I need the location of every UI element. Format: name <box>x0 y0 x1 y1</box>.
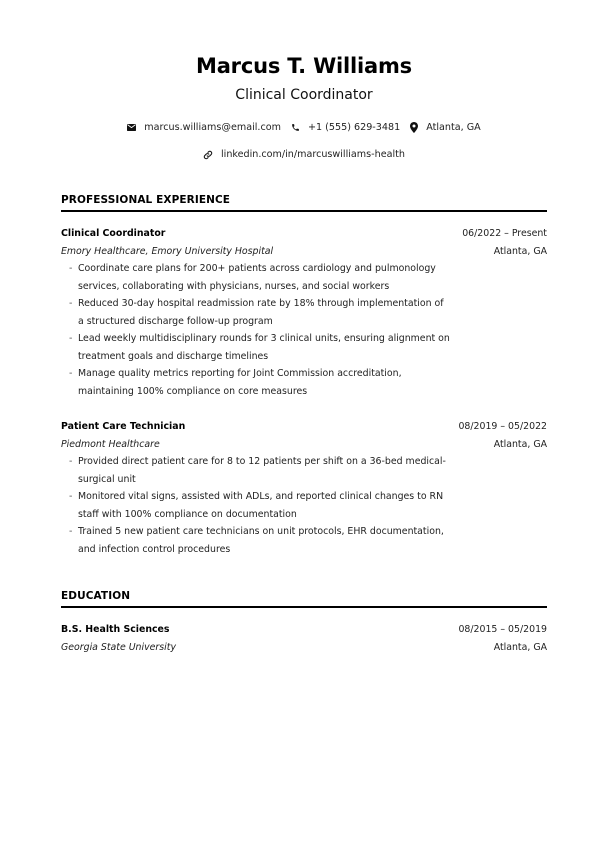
school: Georgia State University <box>61 641 176 653</box>
bullet-item: - Trained 5 new patient care technicians on unit protocols, EHR documentation, and infection control procedures <box>61 523 451 558</box>
education-entry <box>61 620 547 656</box>
phone-icon <box>291 123 300 132</box>
education-dates: 08/2015 – 05/2019 <box>458 623 547 635</box>
envelope-icon <box>127 124 136 131</box>
experience-entry <box>61 224 547 400</box>
section-divider <box>61 210 547 212</box>
bullet-item: - Monitored vital signs, assisted with ADLs, and reported clinical changes to RN staff with 100% compliance on documentation <box>61 488 451 523</box>
map-pin-icon <box>410 122 418 133</box>
bullet-item: - Lead weekly multidisciplinary rounds for 3 clinical units, ensuring alignment on treatment goals and discharge timelines <box>61 330 451 365</box>
employer: Piedmont Healthcare <box>61 438 160 450</box>
bullet-item: - Reduced 30-day hospital readmission rate by 18% through implementation of a structured discharge follow-up program <box>61 295 451 330</box>
link-icon <box>203 150 213 160</box>
job-bullets <box>61 453 547 558</box>
job-dates: 06/2022 – Present <box>462 227 547 239</box>
email-text: marcus.williams@email.com <box>144 122 281 133</box>
degree: B.S. Health Sciences <box>61 623 170 635</box>
candidate-title: Clinical Coordinator <box>235 87 373 103</box>
job-title: Clinical Coordinator <box>61 227 166 239</box>
candidate-name: Marcus T. Williams <box>196 54 412 78</box>
job-dates: 08/2019 – 05/2022 <box>458 420 547 432</box>
linkedin-text: linkedin.com/in/marcuswilliams-health <box>221 149 405 160</box>
section-title-education: EDUCATION <box>61 590 131 602</box>
contact-linkedin[interactable] <box>203 149 405 160</box>
job-location: Atlanta, GA <box>493 438 547 450</box>
section-title-experience: PROFESSIONAL EXPERIENCE <box>61 194 231 206</box>
job-location: Atlanta, GA <box>493 245 547 257</box>
contact-phone[interactable] <box>291 122 400 133</box>
phone-text: +1 (555) 629-3481 <box>307 122 401 133</box>
location-text: Atlanta, GA <box>426 122 481 133</box>
contact-email[interactable] <box>127 122 281 133</box>
employer: Emory Healthcare, Emory University Hospital <box>61 245 274 257</box>
education-location: Atlanta, GA <box>493 641 547 653</box>
experience-entry <box>61 417 547 558</box>
contact-row <box>61 122 547 133</box>
bullet-item: - Provided direct patient care for 8 to 12 patients per shift on a 36-bed medical-surgical unit <box>61 453 451 488</box>
bullet-item: - Coordinate care plans for 200+ patients across cardiology and pulmonology services, collaborating with physicians, nurses, and social workers <box>61 260 451 295</box>
contact-row-secondary <box>61 149 547 160</box>
contact-location <box>410 122 481 133</box>
job-bullets <box>61 260 547 400</box>
job-title: Patient Care Technician <box>61 420 186 432</box>
section-divider <box>61 606 547 608</box>
bullet-item: - Manage quality metrics reporting for Joint Commission accreditation, maintaining 100% compliance on core measures <box>61 365 451 400</box>
